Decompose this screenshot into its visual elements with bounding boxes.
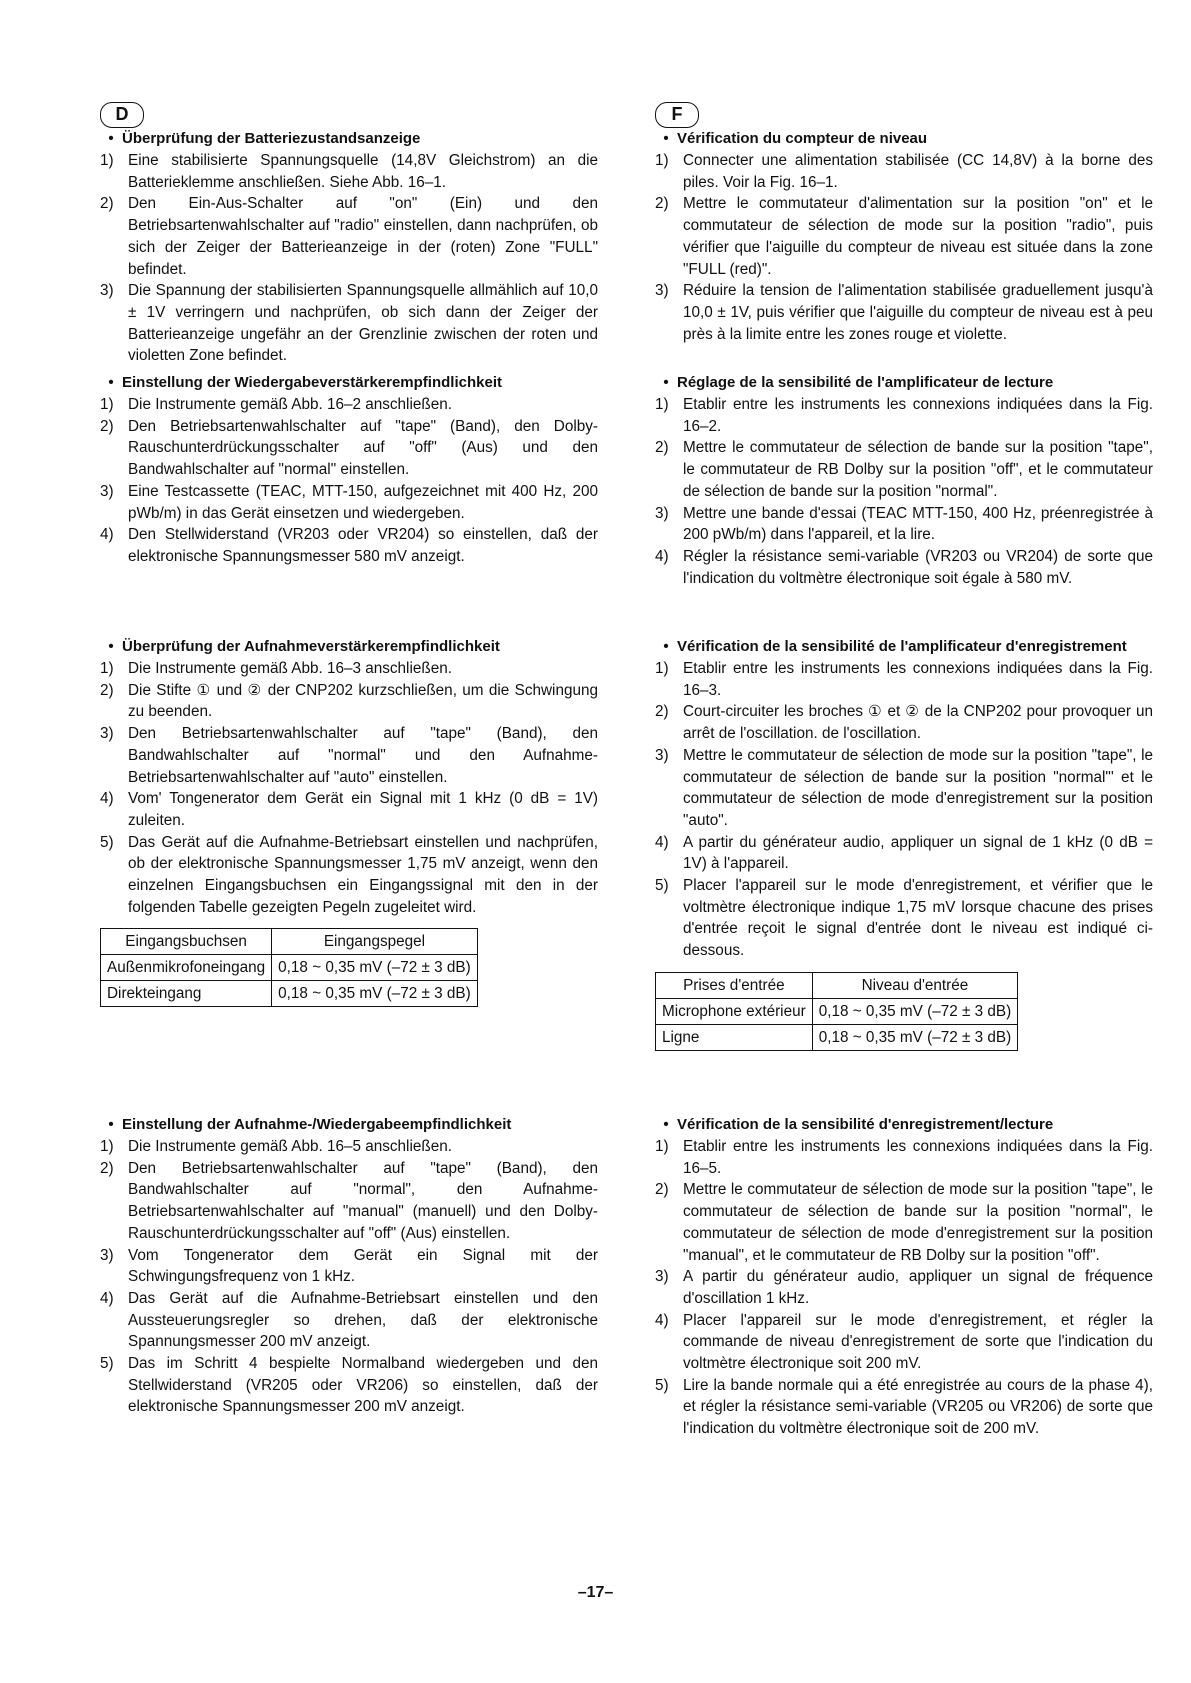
list-item: 3) Vom Tongenerator dem Gerät ein Signal mit der Schwingungsfrequenz von 1 kHz.	[100, 1246, 598, 1286]
section-title: • Überprüfung der Aufnahmeverstärkerempfindlichkeit	[108, 638, 500, 655]
input-level-table	[100, 928, 478, 1007]
list-item: 2) Mettre le commutateur d'alimentation sur la position "on" et le commutateur de sélection de mode sur la position "radio", puis vérifier que l'aiguille du compteur de niveau est située dans la zone "FULL (red)".	[655, 195, 1153, 278]
step-list	[655, 1136, 1153, 1440]
table-row	[656, 1024, 1018, 1050]
list-item: 1) Eine stabilisierte Spannungsquelle (14,8V Gleichstrom) an die Batterieklemme anschließen. Siehe Abb. 16–1.	[100, 152, 598, 191]
language-badge-fr: F	[655, 102, 699, 128]
list-item: 4) Régler la résistance semi-variable (VR203 ou VR204) de sorte que l'indication du voltmètre électronique soit égale à 580 mV.	[655, 547, 1153, 587]
list-item: 3) Mettre une bande d'essai (TEAC MTT-150, 400 Hz, préenregistrée à 200 pWb/m) dans l'appareil, et la lire.	[655, 504, 1153, 544]
section-title: • Vérification de la sensibilité d'enregistrement/lecture	[663, 1116, 1054, 1133]
table-cell: Außenmikrofoneingang	[101, 955, 272, 981]
list-item: 3) Den Betriebsartenwahlschalter auf "tape" (Band), den Bandwahlschalter auf "normal" und den Aufnahme-Betriebsartenwahlschalter auf "auto" einstellen.	[100, 725, 598, 786]
table-row	[101, 955, 478, 981]
list-item: 1) Die Instrumente gemäß Abb. 16–5 anschließen.	[100, 1138, 452, 1155]
list-item: 2) Court-circuiter les broches ① et ② de la CNP202 pour provoquer un arrêt de l'oscillation. de l'oscillation.	[655, 703, 1153, 743]
list-item: 4) Vom' Tongenerator dem Gerät ein Signal mit 1 kHz (0 dB = 1V) zuleiten.	[100, 790, 598, 829]
table-cell: Ligne	[656, 1024, 813, 1050]
table-cell: 0,18 ~ 0,35 mV (–72 ± 3 dB)	[812, 1024, 1018, 1050]
de-section-playback-sensitivity	[100, 372, 598, 568]
list-item: 2) Den Betriebsartenwahlschalter auf "tape" (Band), den Dolby-Rauschunterdrückungsschalter auf "off" (Aus) und den Bandwahlschalter auf "normal" einstellen.	[100, 417, 598, 479]
table-header-row	[656, 972, 1018, 998]
table-cell: Direkteingang	[101, 981, 272, 1007]
section-title: • Einstellung der Aufnahme-/Wiedergabeempfindlichkeit	[108, 1116, 512, 1133]
list-item: 3) Réduire la tension de l'alimentation stabilisée graduellement jusqu'à 10,0 ± 1V, puis vérifier que l'aiguille du compteur de niveau est à peu près à la limite entre les zones rouge et violette.	[655, 282, 1153, 343]
list-item: 5) Das im Schritt 4 bespielte Normalband wiedergeben und den Stellwiderstand (VR205 oder VR206) so einstellen, daß der elektronische Spannungsmesser 200 mV anzeigt.	[100, 1355, 598, 1416]
section-title: • Einstellung der Wiedergabeverstärkerempfindlichkeit	[108, 374, 502, 391]
step-list	[100, 658, 598, 918]
table-row	[656, 998, 1018, 1024]
step-list	[100, 394, 598, 568]
step-list	[100, 1136, 598, 1418]
section-title: • Überprüfung der Batteriezustandsanzeige	[108, 130, 421, 147]
list-item: 1) Etablir entre les instruments les connexions indiquées dans la Fig. 16–3.	[655, 660, 1153, 699]
list-item: 4) Den Stellwiderstand (VR203 oder VR204) so einstellen, daß der elektronische Spannungsmesser 580 mV anzeigt.	[100, 526, 598, 565]
list-item: 1) Etablir entre les instruments les connexions indiquées dans la Fig. 16–5.	[655, 1138, 1153, 1177]
section-title: • Réglage de la sensibilité de l'amplificateur de lecture	[663, 374, 1054, 391]
list-item: 1) Etablir entre les instruments les connexions indiquées dans la Fig. 16–2.	[655, 396, 1153, 435]
step-list	[655, 150, 1153, 345]
list-item: 1) Die Instrumente gemäß Abb. 16–2 anschließen.	[100, 396, 452, 413]
list-item: 2) Die Stifte ① und ② der CNP202 kurzschließen, um die Schwingung zu beenden.	[100, 681, 598, 721]
table-header-cell: Eingangspegel	[272, 929, 478, 955]
de-section-record-playback-sensitivity	[100, 1114, 598, 1418]
table-header-cell: Prises d'entrée	[656, 972, 813, 998]
table-cell: 0,18 ~ 0,35 mV (–72 ± 3 dB)	[272, 981, 478, 1007]
table-cell: 0,18 ~ 0,35 mV (–72 ± 3 dB)	[272, 955, 478, 981]
de-section-battery-check	[100, 128, 598, 367]
de-section-record-sensitivity	[100, 636, 598, 1007]
list-item: 4) Placer l'appareil sur le mode d'enregistrement, et régler la commande de niveau d'enregistrement de sorte que l'indication du voltmètre électronique soit 200 mV.	[655, 1311, 1153, 1373]
section-title: • Vérification du compteur de niveau	[663, 130, 928, 147]
step-list	[655, 658, 1153, 962]
list-item: 5) Lire la bande normale qui a été enregistrée au cours de la phase 4), et régler la résistance semi-variable (VR205 ou VR206) de sorte que l'indication du voltmètre électronique soit de 200 mV.	[655, 1376, 1153, 1438]
list-item: 3) Die Spannung der stabilisierten Spannungsquelle allmählich auf 10,0 ± 1V verringern und nachprüfen, ob sich dann der Zeiger der Batterieanzeige ungefähr an der Grenzlinie zwischen der roten und violetten Zone befindet.	[100, 282, 598, 365]
fr-section-level-meter-check	[655, 128, 1153, 345]
table-cell: Microphone extérieur	[656, 998, 813, 1024]
table-header-cell: Eingangsbuchsen	[101, 929, 272, 955]
list-item: 3) Eine Testcassette (TEAC, MTT-150, aufgezeichnet mit 400 Hz, 200 pWb/m) in das Gerät einsetzen und wiedergeben.	[100, 482, 598, 522]
fr-section-record-sensitivity	[655, 636, 1153, 1051]
list-item: 1) Connecter une alimentation stabilisée (CC 14,8V) à la borne des piles. Voir la Fig. 16–1.	[655, 152, 1153, 191]
list-item: 3) A partir du générateur audio, appliquer un signal de fréquence d'oscillation 1 kHz.	[655, 1268, 1153, 1307]
list-item: 2) Mettre le commutateur de sélection de bande sur la position "tape", le commutateur de RB Dolby sur la position "off", et le commutateur de sélection de bande sur la position "normal".	[655, 439, 1153, 500]
step-list	[100, 150, 598, 367]
table-header-cell: Niveau d'entrée	[812, 972, 1018, 998]
page-number: –17–	[577, 1584, 614, 1601]
list-item: 5) Placer l'appareil sur le mode d'enregistrement, et vérifier que le voltmètre électronique indique 1,75 mV lorsque chacune des prises d'entrée reçoit le signal d'entrée dont le niveau est indiqué ci-dessous.	[655, 877, 1153, 960]
language-badge-de: D	[100, 102, 144, 128]
list-item: 2) Mettre le commutateur de sélection de mode sur la position "tape", le commutateur de sélection de bande sur la position "normal", le commutateur de sélection de mode d'enregistrement sur la position "manual", et le commutateur de RB Dolby sur la position "off".	[655, 1181, 1153, 1264]
list-item: 2) Den Ein-Aus-Schalter auf "on" (Ein) und den Betriebsartenwahlschalter auf "radio" einstellen, dann nachprüfen, ob sich der Zeiger der Batterieanzeige in der (roten) Zone "FULL" befindet.	[100, 195, 598, 278]
step-list	[655, 394, 1153, 589]
list-item: 5) Das Gerät auf die Aufnahme-Betriebsart einstellen und nachprüfen, ob der elektronische Spannungsmesser 1,75 mV anzeigt, wenn den einzelnen Eingangsbuchsen ein Eingangssignal mit den in der folgenden Tabelle gezeigten Pegeln zugeleitet wird.	[100, 833, 598, 916]
list-item: 3) Mettre le commutateur de sélection de mode sur la position "tape", le commutateur de sélection de bande sur la position "normal"' et le commutateur de sélection de mode d'enregistrement sur la position "auto".	[655, 746, 1153, 829]
list-item: 4) A partir du générateur audio, appliquer un signal de 1 kHz (0 dB = 1V) à l'appareil.	[655, 833, 1153, 873]
fr-section-record-playback-sensitivity	[655, 1114, 1153, 1440]
fr-section-playback-sensitivity	[655, 372, 1153, 589]
table-row	[101, 981, 478, 1007]
list-item: 4) Das Gerät auf die Aufnahme-Betriebsart einstellen und den Aussteuerungsregler so drehen, daß der elektronische Spannungsmesser 200 mV anzeigt.	[100, 1289, 598, 1351]
list-item: 1) Die Instrumente gemäß Abb. 16–3 anschließen.	[100, 660, 452, 677]
list-item: 2) Den Betriebsartenwahlschalter auf "tape" (Band), den Bandwahlschalter auf "normal", den Aufnahme-Betriebsartenwahlschalter auf "manual" (manuell) und den Dolby-Rauschunterdrückungsschalter auf "off" (Aus) einstellen.	[100, 1159, 598, 1242]
table-header-row	[101, 929, 478, 955]
input-level-table	[655, 972, 1018, 1051]
table-cell: 0,18 ~ 0,35 mV (–72 ± 3 dB)	[812, 998, 1018, 1024]
section-title: • Vérification de la sensibilité de l'amplificateur d'enregistrement	[663, 638, 1127, 655]
